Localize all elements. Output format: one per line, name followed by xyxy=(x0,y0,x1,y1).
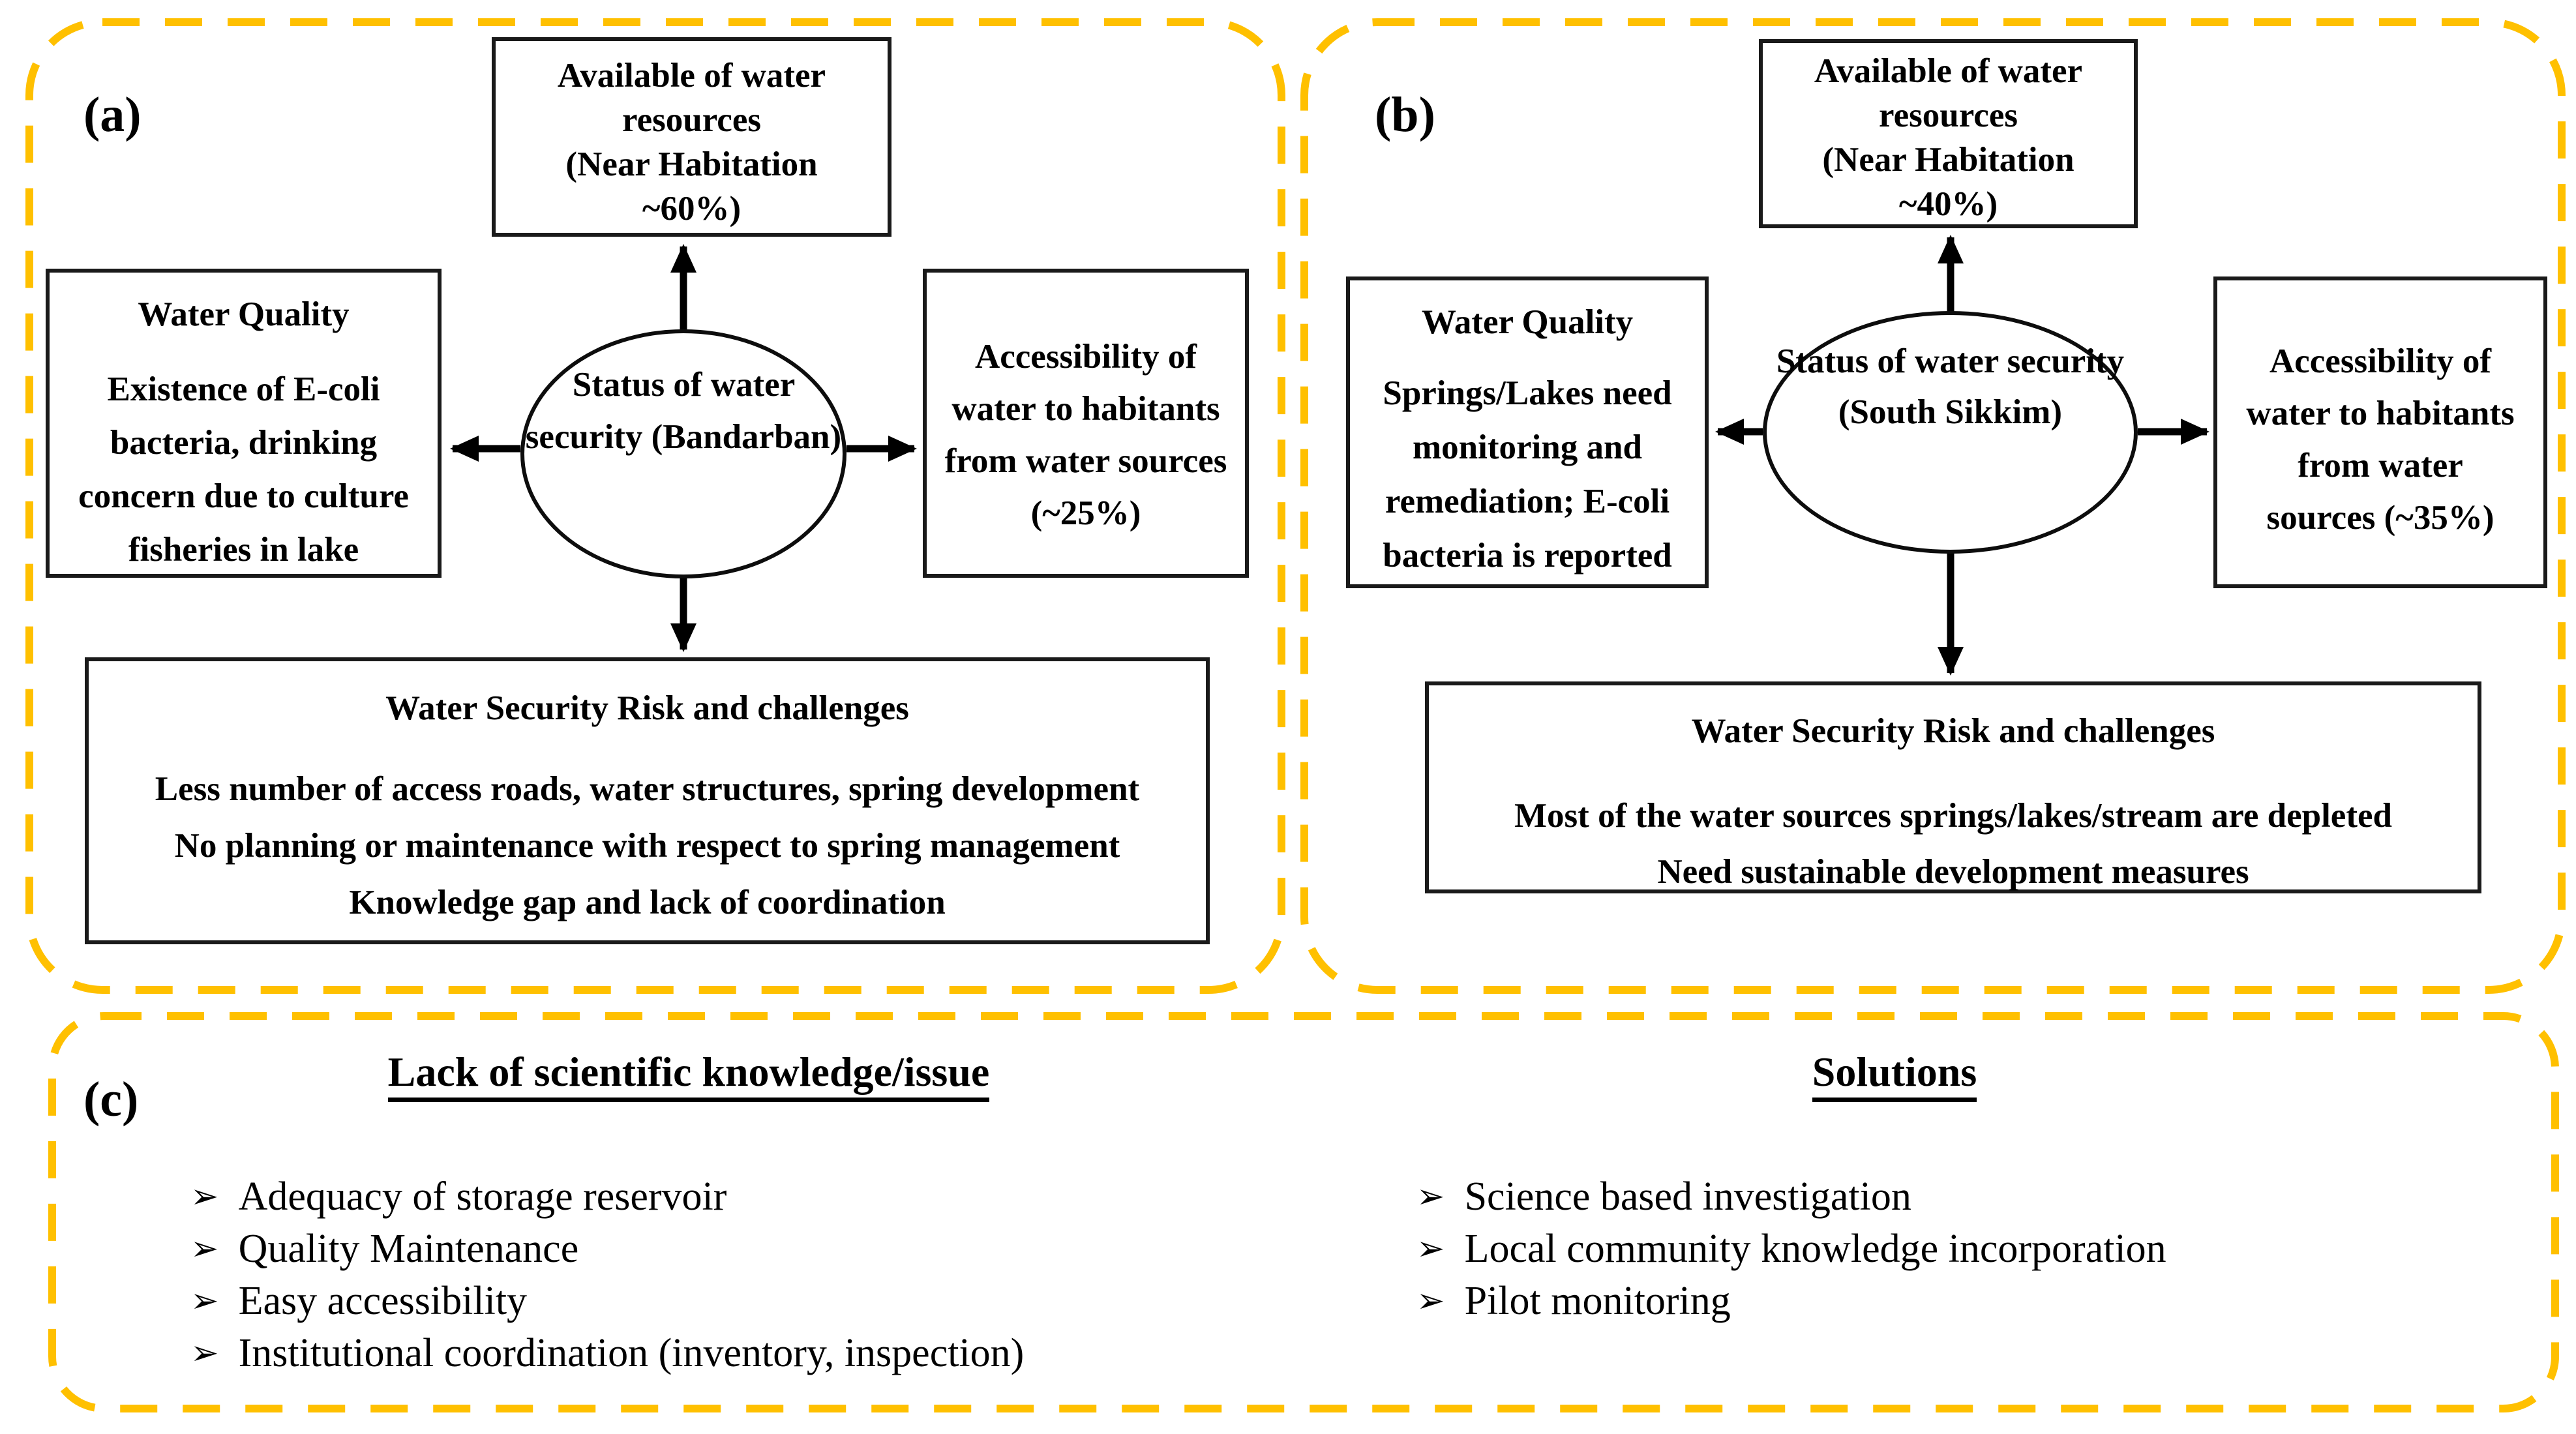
solutions-heading xyxy=(1471,1049,2318,1096)
box-line: bacteria, drinking xyxy=(110,424,378,462)
panel-b-status-ellipse xyxy=(1763,311,2138,554)
box-line: from water sources xyxy=(944,442,1227,480)
box-line: Less number of access roads, water structures, spring development xyxy=(155,770,1140,808)
list-item xyxy=(190,1171,1024,1223)
panel-c-label: (c) xyxy=(83,1072,139,1127)
solutions-list xyxy=(1416,1171,2166,1327)
panel-a-label: (a) xyxy=(83,87,142,142)
spacer xyxy=(1429,753,2478,788)
arrowhead-bullet-icon: ➢ xyxy=(190,1229,219,1268)
box-line: Existence of E-coli xyxy=(107,370,380,408)
box-line: Available of water xyxy=(557,57,826,95)
spacer xyxy=(89,730,1206,761)
arrowhead-bullet-icon: ➢ xyxy=(1416,1229,1445,1268)
box-title: Water Security Risk and challenges xyxy=(385,689,909,727)
box-line: from water xyxy=(2298,447,2463,485)
box-line: (~25%) xyxy=(1030,494,1141,532)
box-line: fisheries in lake xyxy=(128,531,359,569)
box-line: water to habitants xyxy=(2246,395,2515,432)
box-line: ~40%) xyxy=(1898,185,1998,223)
box-line: Available of water xyxy=(1814,52,2083,90)
box-line: remediation; E-coli xyxy=(1385,483,1670,520)
list-item-text: Science based investigation xyxy=(1464,1174,1911,1219)
ellipse-line: water xyxy=(710,366,795,404)
box-line: Most of the water sources springs/lakes/stream are depleted xyxy=(1514,797,2392,835)
box-line: Accessibility of xyxy=(2269,342,2492,380)
box-title: Water Security Risk and challenges xyxy=(1691,712,2215,750)
arrowhead-bullet-icon: ➢ xyxy=(190,1334,219,1373)
panel-a-availability-box xyxy=(492,37,891,237)
box-line: Need sustainable development measures xyxy=(1657,853,2249,891)
box-title: Water Quality xyxy=(1421,303,1634,341)
ellipse-line: (South xyxy=(1838,393,1937,431)
arrowhead-bullet-icon: ➢ xyxy=(190,1281,219,1321)
ellipse-line: Status of xyxy=(572,366,702,404)
box-line: (Near Habitation xyxy=(565,145,818,183)
box-line: Accessibility of xyxy=(974,338,1197,376)
box-line: Knowledge gap and lack of coordination xyxy=(349,884,946,921)
list-item xyxy=(190,1223,1024,1275)
list-item-text: Pilot monitoring xyxy=(1464,1279,1731,1323)
ellipse-line: (Bandarban) xyxy=(651,418,842,456)
box-line: Springs/Lakes need xyxy=(1383,374,1672,412)
issues-heading xyxy=(265,1049,1113,1096)
list-item-text: Local community knowledge incorporation xyxy=(1464,1227,2166,1271)
issues-heading-text: Lack of scientific knowledge/issue xyxy=(388,1049,990,1102)
box-line: (Near Habitation xyxy=(1822,141,2074,179)
box-line: water to habitants xyxy=(951,390,1220,428)
box-line: ~60%) xyxy=(642,190,741,228)
panel-a-water-quality-box xyxy=(46,269,442,578)
box-line: No planning or maintenance with respect to spring management xyxy=(174,827,1120,865)
panel-b-accessibility-box xyxy=(2213,276,2547,588)
spacer xyxy=(50,338,438,363)
list-item xyxy=(1416,1275,2166,1327)
box-line: resources xyxy=(622,101,761,139)
panel-b-water-quality-box xyxy=(1346,276,1709,588)
box-line: sources (~35%) xyxy=(2266,499,2494,537)
panel-a-status-ellipse xyxy=(520,329,846,578)
box-line: concern due to culture xyxy=(78,477,409,515)
panel-a-risk-box xyxy=(85,657,1210,944)
list-item xyxy=(190,1275,1024,1327)
panel-b-label: (b) xyxy=(1375,87,1435,142)
box-line: monitoring and xyxy=(1413,428,1642,466)
arrowhead-bullet-icon: ➢ xyxy=(1416,1281,1445,1321)
arrowhead-bullet-icon: ➢ xyxy=(1416,1177,1445,1216)
panel-a-accessibility-box xyxy=(923,269,1249,578)
list-item xyxy=(1416,1171,2166,1223)
list-item-text: Institutional coordination (inventory, inspection) xyxy=(238,1331,1025,1375)
ellipse-line: security xyxy=(525,418,643,456)
ellipse-line: Sikkim) xyxy=(1945,393,2063,431)
list-item xyxy=(190,1327,1024,1379)
solutions-heading-text: Solutions xyxy=(1812,1049,1977,1102)
box-line: resources xyxy=(1879,97,2018,134)
list-item xyxy=(1416,1223,2166,1275)
panel-b-availability-box xyxy=(1759,39,2138,228)
list-item-text: Easy accessibility xyxy=(238,1279,528,1323)
box-title: Water Quality xyxy=(138,295,350,333)
issues-list xyxy=(190,1171,1024,1379)
panel-b-risk-box xyxy=(1425,681,2481,893)
list-item-text: Adequacy of storage reservoir xyxy=(238,1174,727,1219)
ellipse-line: Status of xyxy=(1776,342,1906,380)
list-item-text: Quality Maintenance xyxy=(238,1227,579,1271)
arrowhead-bullet-icon: ➢ xyxy=(190,1177,219,1216)
box-line: bacteria is reported xyxy=(1383,537,1672,575)
spacer xyxy=(1350,347,1705,366)
ellipse-line: water security xyxy=(1914,342,2125,380)
